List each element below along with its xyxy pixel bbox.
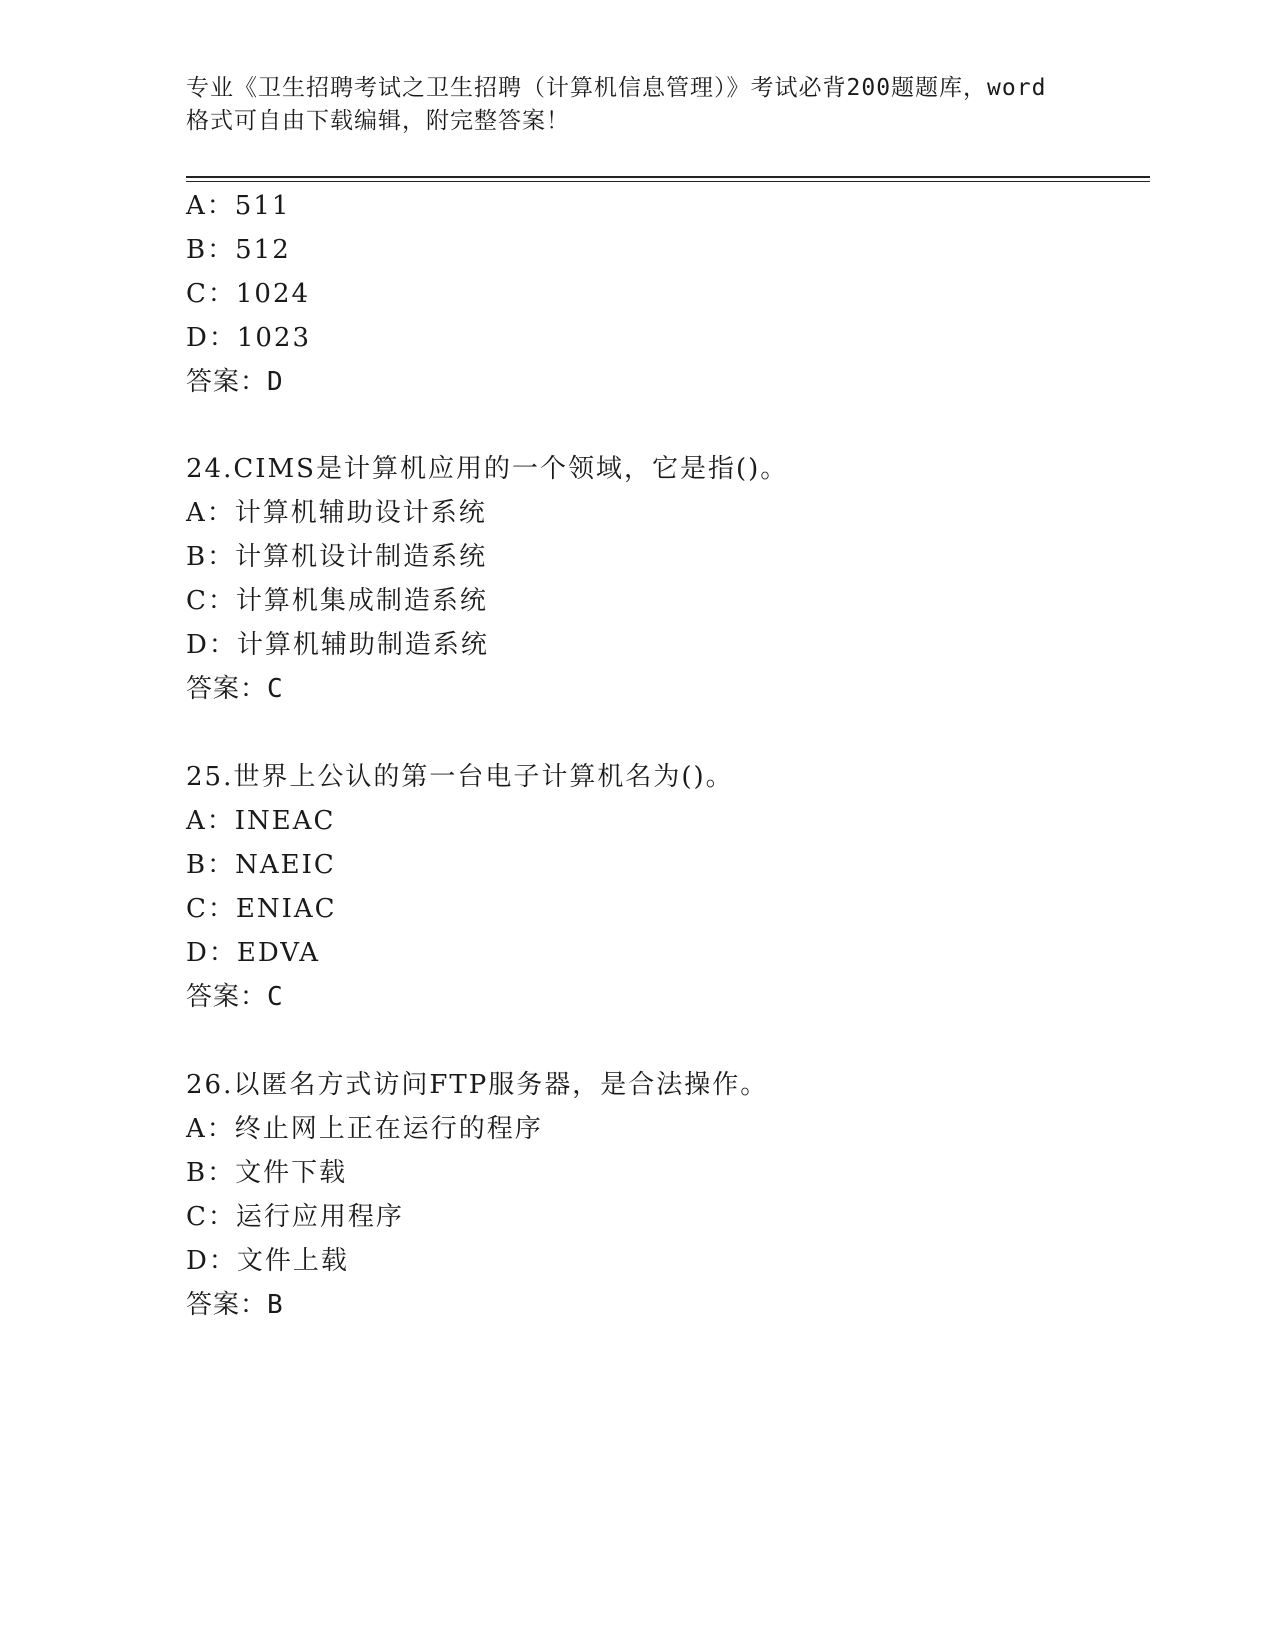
q26-question: 26.以匿名方式访问FTP服务器，是合法操作。 xyxy=(186,1070,769,1100)
q24-question: 24.CIMS是计算机应用的一个领域，它是指()。 xyxy=(186,454,789,484)
q23-option-d: D：1023 xyxy=(186,323,312,353)
q25-option-d: D：EDVA xyxy=(186,938,321,968)
header-divider xyxy=(186,176,1150,178)
q25-option-a: A：INEAC xyxy=(186,806,336,836)
q26-option-d: D：文件上载 xyxy=(186,1246,349,1276)
q24-option-a: A：计算机辅助设计系统 xyxy=(186,498,487,528)
header-line-1: 专业《卫生招聘考试之卫生招聘（计算机信息管理）》考试必背200题题库，word xyxy=(186,75,1047,101)
q25-option-c: C：ENIAC xyxy=(186,894,337,924)
q24-option-d: D：计算机辅助制造系统 xyxy=(186,630,489,660)
q26-option-c: C：运行应用程序 xyxy=(186,1202,404,1232)
q23-option-b: B：512 xyxy=(186,235,291,265)
q24-option-c: C：计算机集成制造系统 xyxy=(186,586,488,616)
q26-option-b: B：文件下载 xyxy=(186,1158,348,1188)
header-line-2: 格式可自由下载编辑，附完整答案！ xyxy=(186,108,570,134)
q26-option-a: A：终止网上正在运行的程序 xyxy=(186,1114,543,1144)
header-divider-thin xyxy=(186,181,1150,182)
q24-option-b: B：计算机设计制造系统 xyxy=(186,542,488,572)
q26-answer: 答案：B xyxy=(186,1290,284,1320)
q23-answer: 答案：D xyxy=(186,367,284,397)
q25-answer: 答案：C xyxy=(186,982,284,1012)
q23-option-a: A：511 xyxy=(186,191,291,221)
q23-option-c: C：1024 xyxy=(186,279,311,309)
q25-question: 25.世界上公认的第一台电子计算机名为()。 xyxy=(186,762,734,792)
q24-answer: 答案：C xyxy=(186,674,284,704)
q25-option-b: B：NAEIC xyxy=(186,850,336,880)
document-header xyxy=(186,72,1086,138)
